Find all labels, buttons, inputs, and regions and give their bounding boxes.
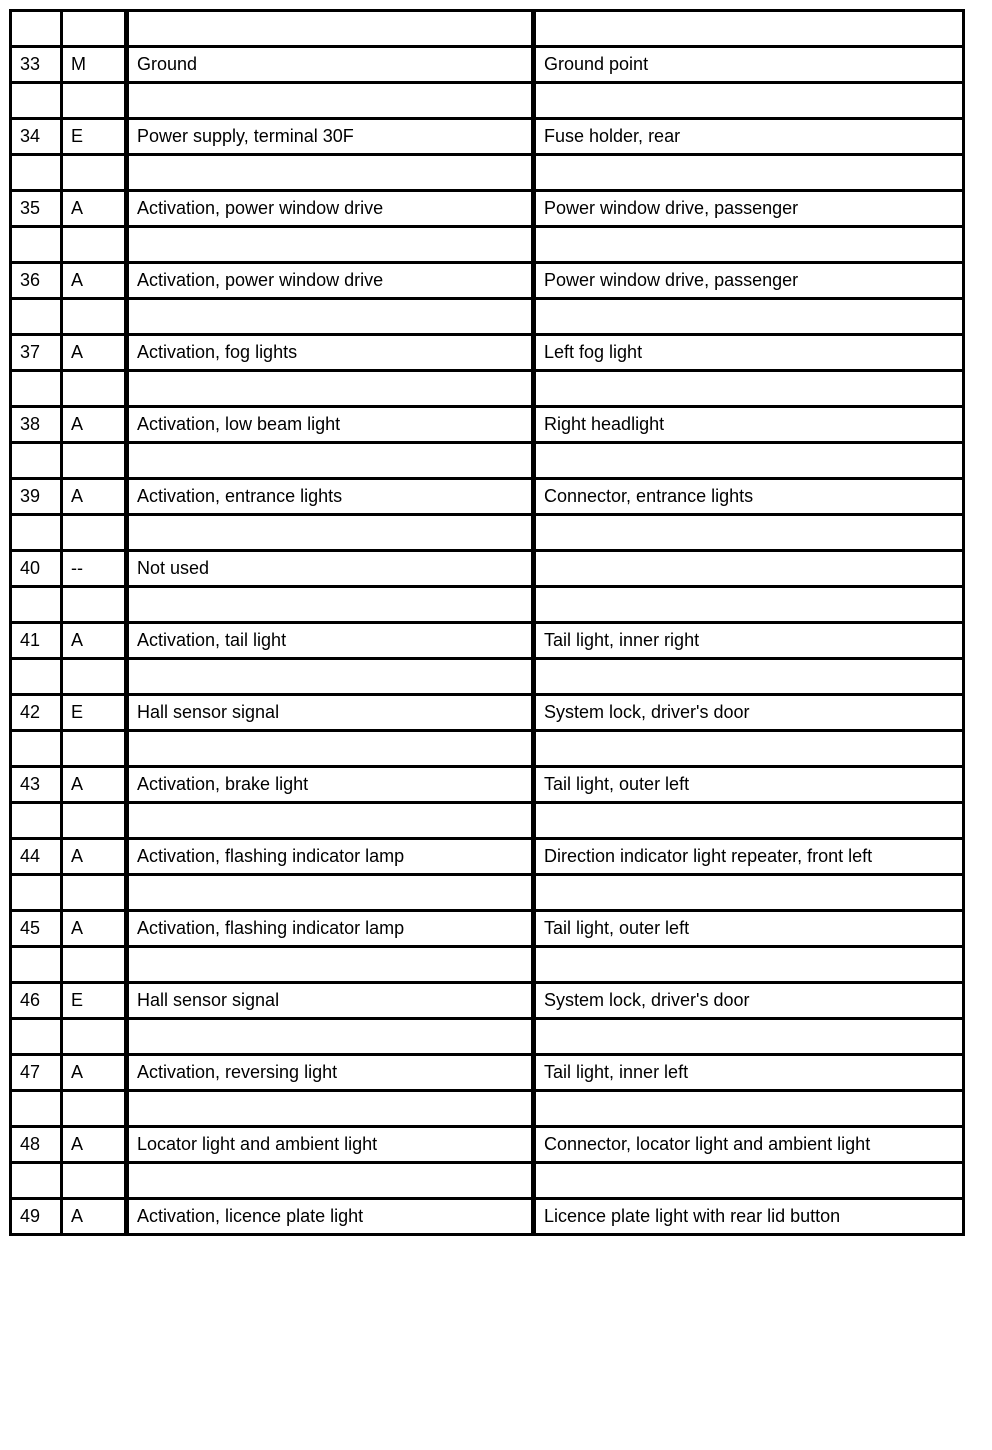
function-cell: Activation, power window drive: [127, 263, 534, 299]
signal-type-cell: A: [62, 263, 127, 299]
signal-type-cell: [62, 227, 127, 263]
function-cell: Activation, tail light: [127, 623, 534, 659]
component-cell: Tail light, outer left: [534, 911, 964, 947]
signal-type-cell: A: [62, 911, 127, 947]
pin-number-cell: 37: [11, 335, 62, 371]
spacer-row: [11, 587, 964, 623]
component-cell: Power window drive, passenger: [534, 191, 964, 227]
signal-type-cell: A: [62, 479, 127, 515]
function-cell: [127, 875, 534, 911]
pin-number-cell: 45: [11, 911, 62, 947]
component-cell: [534, 551, 964, 587]
function-cell: Locator light and ambient light: [127, 1127, 534, 1163]
signal-type-cell: [62, 83, 127, 119]
function-cell: [127, 1091, 534, 1127]
pin-number-cell: [11, 1019, 62, 1055]
component-cell: [534, 587, 964, 623]
pin-number-cell: 48: [11, 1127, 62, 1163]
component-cell: [534, 371, 964, 407]
table-row: [11, 407, 964, 443]
function-cell: [127, 11, 534, 47]
function-cell: Activation, power window drive: [127, 191, 534, 227]
component-cell: Power window drive, passenger: [534, 263, 964, 299]
spacer-row: [11, 155, 964, 191]
function-cell: Not used: [127, 551, 534, 587]
function-cell: Activation, fog lights: [127, 335, 534, 371]
pin-number-cell: [11, 587, 62, 623]
function-cell: Ground: [127, 47, 534, 83]
pin-number-cell: 36: [11, 263, 62, 299]
signal-type-cell: [62, 875, 127, 911]
signal-type-cell: A: [62, 623, 127, 659]
spacer-row: [11, 659, 964, 695]
spacer-row: [11, 1163, 964, 1199]
signal-type-cell: A: [62, 1199, 127, 1235]
pin-assignment-table: [9, 9, 965, 1236]
function-cell: Activation, licence plate light: [127, 1199, 534, 1235]
component-cell: Tail light, inner right: [534, 623, 964, 659]
function-cell: [127, 515, 534, 551]
component-cell: [534, 1163, 964, 1199]
table-row: [11, 983, 964, 1019]
pin-number-cell: [11, 155, 62, 191]
component-cell: System lock, driver's door: [534, 695, 964, 731]
signal-type-cell: [62, 299, 127, 335]
pin-number-cell: 39: [11, 479, 62, 515]
signal-type-cell: E: [62, 695, 127, 731]
table-row: [11, 335, 964, 371]
function-cell: [127, 371, 534, 407]
component-cell: Tail light, inner left: [534, 1055, 964, 1091]
function-cell: Power supply, terminal 30F: [127, 119, 534, 155]
table-row: [11, 1199, 964, 1235]
signal-type-cell: --: [62, 551, 127, 587]
function-cell: [127, 83, 534, 119]
pin-number-cell: 33: [11, 47, 62, 83]
component-cell: [534, 803, 964, 839]
table-row: [11, 1127, 964, 1163]
spacer-row: [11, 371, 964, 407]
component-cell: Left fog light: [534, 335, 964, 371]
spacer-row: [11, 1019, 964, 1055]
signal-type-cell: A: [62, 839, 127, 875]
function-cell: [127, 587, 534, 623]
table-row: [11, 191, 964, 227]
component-cell: [534, 299, 964, 335]
component-cell: [534, 1091, 964, 1127]
table-row: [11, 1055, 964, 1091]
pin-number-cell: 38: [11, 407, 62, 443]
spacer-row: [11, 875, 964, 911]
function-cell: [127, 947, 534, 983]
pin-number-cell: [11, 11, 62, 47]
function-cell: Hall sensor signal: [127, 983, 534, 1019]
signal-type-cell: [62, 1019, 127, 1055]
pin-number-cell: [11, 1091, 62, 1127]
function-cell: [127, 659, 534, 695]
component-cell: [534, 227, 964, 263]
function-cell: [127, 803, 534, 839]
signal-type-cell: E: [62, 983, 127, 1019]
table-row: [11, 839, 964, 875]
pin-number-cell: [11, 227, 62, 263]
signal-type-cell: A: [62, 407, 127, 443]
pin-number-cell: 44: [11, 839, 62, 875]
pin-number-cell: [11, 515, 62, 551]
signal-type-cell: [62, 803, 127, 839]
pin-number-cell: 42: [11, 695, 62, 731]
signal-type-cell: [62, 11, 127, 47]
pin-number-cell: [11, 659, 62, 695]
component-cell: [534, 83, 964, 119]
component-cell: [534, 731, 964, 767]
function-cell: [127, 299, 534, 335]
function-cell: Hall sensor signal: [127, 695, 534, 731]
table-row: [11, 47, 964, 83]
signal-type-cell: [62, 1091, 127, 1127]
signal-type-cell: [62, 731, 127, 767]
signal-type-cell: [62, 1163, 127, 1199]
pin-number-cell: 40: [11, 551, 62, 587]
component-cell: Connector, locator light and ambient light: [534, 1127, 964, 1163]
signal-type-cell: [62, 659, 127, 695]
component-cell: [534, 443, 964, 479]
signal-type-cell: [62, 587, 127, 623]
pin-number-cell: [11, 371, 62, 407]
component-cell: [534, 1019, 964, 1055]
signal-type-cell: [62, 155, 127, 191]
signal-type-cell: [62, 443, 127, 479]
pin-table-body: [11, 11, 964, 1235]
pin-number-cell: [11, 875, 62, 911]
component-cell: Tail light, outer left: [534, 767, 964, 803]
spacer-row: [11, 227, 964, 263]
pin-number-cell: [11, 947, 62, 983]
pin-number-cell: 34: [11, 119, 62, 155]
component-cell: System lock, driver's door: [534, 983, 964, 1019]
spacer-row: [11, 731, 964, 767]
component-cell: Right headlight: [534, 407, 964, 443]
spacer-row: [11, 1091, 964, 1127]
signal-type-cell: [62, 371, 127, 407]
signal-type-cell: E: [62, 119, 127, 155]
signal-type-cell: A: [62, 1055, 127, 1091]
signal-type-cell: A: [62, 1127, 127, 1163]
component-cell: [534, 11, 964, 47]
table-row: [11, 911, 964, 947]
component-cell: Licence plate light with rear lid button: [534, 1199, 964, 1235]
function-cell: Activation, flashing indicator lamp: [127, 839, 534, 875]
table-row: [11, 767, 964, 803]
pin-number-cell: 43: [11, 767, 62, 803]
pin-number-cell: [11, 731, 62, 767]
spacer-row: [11, 299, 964, 335]
component-cell: [534, 515, 964, 551]
spacer-row: [11, 515, 964, 551]
component-cell: Direction indicator light repeater, front left: [534, 839, 964, 875]
table-row: [11, 263, 964, 299]
function-cell: Activation, reversing light: [127, 1055, 534, 1091]
spacer-row: [11, 443, 964, 479]
component-cell: Fuse holder, rear: [534, 119, 964, 155]
table-row: [11, 479, 964, 515]
component-cell: [534, 947, 964, 983]
spacer-row: [11, 803, 964, 839]
pin-number-cell: [11, 1163, 62, 1199]
signal-type-cell: A: [62, 191, 127, 227]
function-cell: [127, 443, 534, 479]
spacer-row: [11, 83, 964, 119]
function-cell: [127, 227, 534, 263]
signal-type-cell: A: [62, 767, 127, 803]
table-row: [11, 119, 964, 155]
component-cell: Connector, entrance lights: [534, 479, 964, 515]
spacer-row: [11, 11, 964, 47]
component-cell: [534, 155, 964, 191]
signal-type-cell: A: [62, 335, 127, 371]
pin-number-cell: [11, 443, 62, 479]
function-cell: [127, 731, 534, 767]
table-row: [11, 695, 964, 731]
function-cell: Activation, entrance lights: [127, 479, 534, 515]
function-cell: [127, 155, 534, 191]
pin-number-cell: [11, 803, 62, 839]
pin-number-cell: 49: [11, 1199, 62, 1235]
component-cell: Ground point: [534, 47, 964, 83]
function-cell: Activation, flashing indicator lamp: [127, 911, 534, 947]
pin-number-cell: 35: [11, 191, 62, 227]
pin-number-cell: [11, 299, 62, 335]
spacer-row: [11, 947, 964, 983]
component-cell: [534, 659, 964, 695]
table-row: [11, 551, 964, 587]
signal-type-cell: M: [62, 47, 127, 83]
function-cell: [127, 1163, 534, 1199]
signal-type-cell: [62, 515, 127, 551]
component-cell: [534, 875, 964, 911]
signal-type-cell: [62, 947, 127, 983]
pin-number-cell: 46: [11, 983, 62, 1019]
function-cell: [127, 1019, 534, 1055]
pin-number-cell: [11, 83, 62, 119]
pin-number-cell: 47: [11, 1055, 62, 1091]
function-cell: Activation, brake light: [127, 767, 534, 803]
function-cell: Activation, low beam light: [127, 407, 534, 443]
pin-number-cell: 41: [11, 623, 62, 659]
table-row: [11, 623, 964, 659]
